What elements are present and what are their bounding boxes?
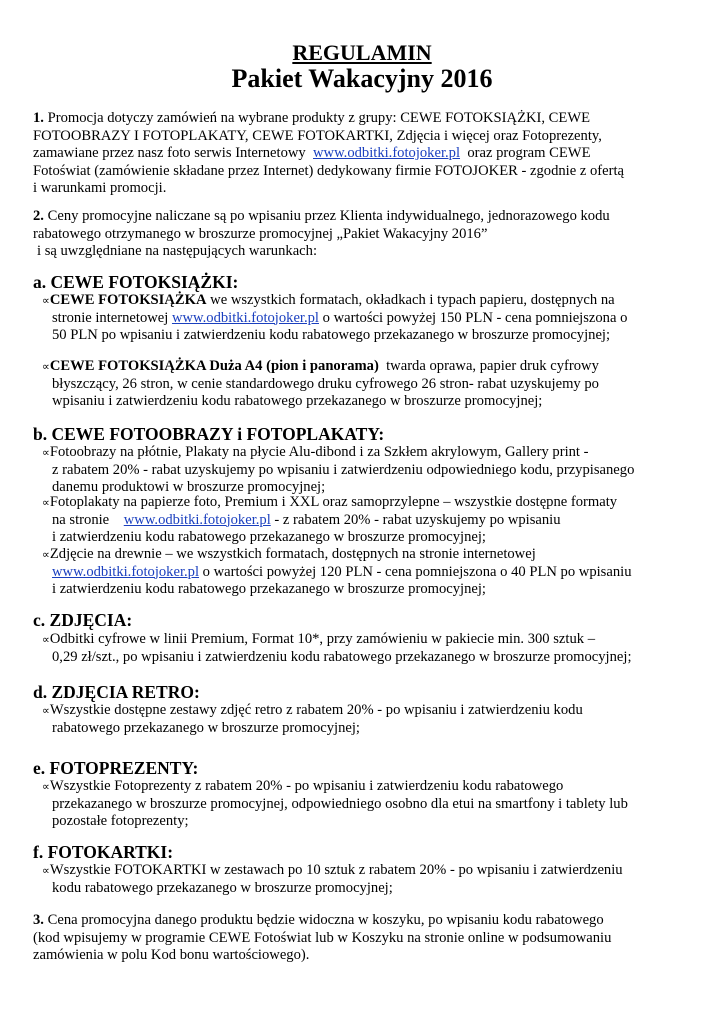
list-item: ∝Zdjęcie na drewnie – we wszystkich formatach, dostępnych na stronie internetowej www.odbitki.fotojoker.pl o wartości powyżej 120 PLN - cena pomniejszona o 40 PLN po wpisaniu i zatwierdzeniu kodu rabatowego przekazanego w broszurze promocyjnej; [42, 546, 632, 598]
paragraph-2: 2. Ceny promocyjne naliczane są po wpisaniu przez Klienta indywidualnego, jednorazowego kodu rabatowego otrzymanego w broszurze promocyjnej „Pakiet Wakacyjny 2016” i są uwzględniane na następujących warunkach: [33, 208, 610, 260]
bullet-icon: ∝ [42, 446, 50, 459]
document-title: REGULAMIN [292, 40, 432, 65]
list-item: ∝Wszystkie dostępne zestawy zdjęć retro z rabatem 20% - po wpisaniu i zatwierdzeniu kodu rabatowego przekazanego w broszurze promocyjnej; [42, 702, 583, 736]
bullet-icon: ∝ [42, 780, 50, 793]
bullet-icon: ∝ [42, 294, 50, 307]
website-link[interactable]: www.odbitki.fotojoker.pl [171, 309, 319, 326]
list-item: ∝Odbitki cyfrowe w linii Premium, Format 10*, przy zamówieniu w pakiecie min. 300 sztuk – 0,29 zł/szt., po wpisaniu i zatwierdzeniu kodu rabatowego przekazanego w broszurze promocyjnej; [42, 631, 632, 665]
section-heading-a: a. CEWE FOTOKSIĄŻKI: [33, 272, 239, 292]
bullet-icon: ∝ [42, 496, 50, 509]
document-subtitle: Pakiet Wakacyjny 2016 [231, 64, 493, 93]
bullet-icon: ∝ [42, 633, 50, 646]
section-heading-e: e. FOTOPREZENTY: [33, 758, 199, 778]
section-heading-d: d. ZDJĘCIA RETRO: [33, 682, 200, 702]
section-heading-f: f. FOTOKARTKI: [33, 842, 174, 862]
bullet-icon: ∝ [42, 360, 50, 373]
website-link[interactable]: www.odbitki.fotojoker.pl [313, 145, 461, 162]
paragraph-number: 3. [33, 912, 44, 928]
list-item: ∝Wszystkie Fotoprezenty z rabatem 20% - po wpisaniu i zatwierdzeniu kodu rabatowego przekazanego w broszurze promocyjnej, odpowiedniego osobno dla etui na smartfony i tablety lub pozostałe fotoprezenty; [42, 778, 628, 830]
paragraph-number: 1. [33, 110, 44, 126]
list-item: ∝Fotoplakaty na papierze foto, Premium i XXL oraz samoprzylepne – wszystkie dostępne formaty na stronie www.odbitki.fotojoker.pl - z rabatem 20% - rabat uzyskujemy po wpisaniu i zatwierdzeniu kodu rabatowego przekazanego w broszurze promocyjnej; [42, 494, 618, 546]
paragraph-3: 3. Cena promocyjna danego produktu będzie widoczna w koszyku, po wpisaniu kodu rabatowego (kod wpisujemy w programie CEWE Fotoświat lub w Koszyku na stronie online w podsumowaniu zamówienia w polu Kod bonu wartościowego). [33, 912, 612, 964]
list-item: ∝Wszystkie FOTOKARTKI w zestawach po 10 sztuk z rabatem 20% - po wpisaniu i zatwierdzeniu kodu rabatowego przekazanego w broszurze promocyjnej; [42, 862, 623, 896]
list-item: ∝CEWE FOTOKSIĄŻKA we wszystkich formatach, okładkach i typach papieru, dostępnych na stronie internetowej www.odbitki.fotojoker.pl o wartości powyżej 150 PLN - cena pomniejszona o 50 PLN po wpisaniu i zatwierdzeniu kodu rabatowego przekazanego w broszurze promocyjnej; [42, 292, 628, 344]
bullet-icon: ∝ [42, 548, 50, 561]
list-item: ∝Fotoobrazy na płótnie, Plakaty na płycie Alu-dibond i za Szkłem akrylowym, Gallery print - z rabatem 20% - rabat uzyskujemy po wpisaniu i zatwierdzeniu odpowiedniego kodu, przypisanego danemu produktowi w broszurze promocyjnej; [42, 444, 635, 496]
bullet-icon: ∝ [42, 864, 50, 877]
website-link[interactable]: www.odbitki.fotojoker.pl [52, 563, 200, 580]
section-heading-c: c. ZDJĘCIA: [33, 610, 133, 630]
bullet-icon: ∝ [42, 704, 50, 717]
paragraph-number: 2. [33, 208, 44, 224]
website-link[interactable]: www.odbitki.fotojoker.pl [123, 511, 271, 528]
section-heading-b: b. CEWE FOTOOBRAZY i FOTOPLAKATY: [33, 424, 385, 444]
paragraph-1: 1. Promocja dotyczy zamówień na wybrane produkty z grupy: CEWE FOTOKSIĄŻKI, CEWE FOTOOBRAZY I FOTOPLAKATY, CEWE FOTOKARTKI, Zdjęcia i więcej oraz Fotoprezenty, zamawiane przez nasz foto serwis Internetowy www.odbitki.fotojoker.pl oraz program CEWE Fotoświat (zamówienie składane przez Internet) dedykowany firmie FOTOJOKER - zgodnie z ofertą i warunkami promocji. [33, 110, 624, 197]
list-item: ∝CEWE FOTOKSIĄŻKA Duża A4 (pion i panorama) twarda oprawa, papier druk cyfrowy błyszczący, 26 stron, w cenie standardowego druku cyfrowego 26 stron- rabat uzyskujemy po wpisaniu i zatwierdzeniu kodu rabatowego przekazanego w broszurze promocyjnej; [42, 358, 599, 410]
